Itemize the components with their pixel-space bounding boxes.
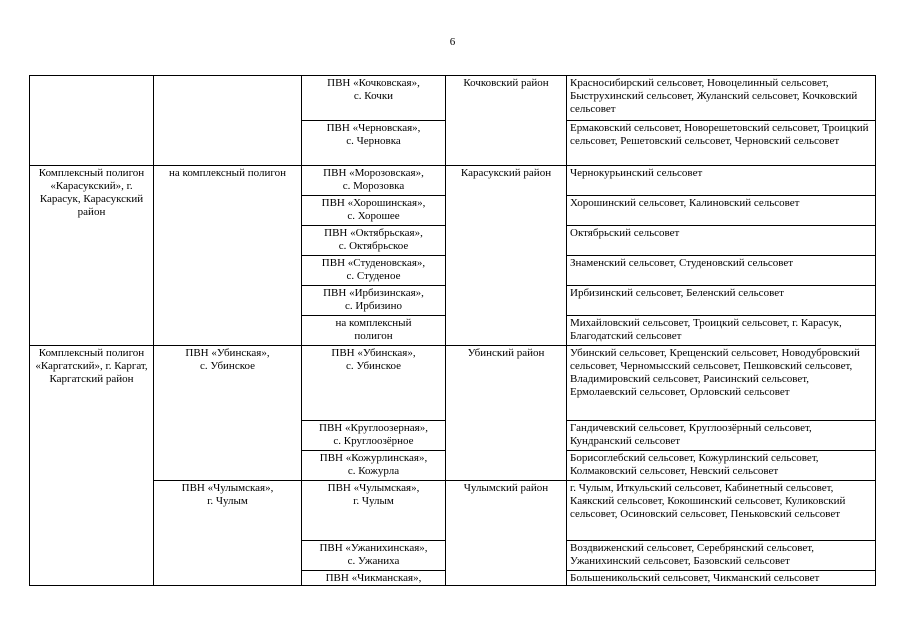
collection-point-cell: ПВН «Кожурлинская», с. Кожурла <box>302 451 446 481</box>
collection-point-cell: ПВН «Чикманская», <box>302 571 446 586</box>
district-cell: Убинский район <box>446 346 567 481</box>
collection-point-cell: ПВН «Ирбизинская», с. Ирбизино <box>302 286 446 316</box>
polygon-cell: Комплексный полигон «Карасукский», г. Карасук, Карасукский район <box>30 166 154 346</box>
table-row <box>30 346 876 421</box>
transfer-cell <box>154 76 302 166</box>
councils-cell: г. Чулым, Иткульский сельсовет, Кабинетный сельсовет, Каякский сельсовет, Кокошинский сельсовет, Куликовский сельсовет, Осиновский сельсовет, Пеньковский сельсовет <box>567 481 876 541</box>
councils-cell: Чернокурьинский сельсовет <box>567 166 876 196</box>
district-cell: Карасукский район <box>446 166 567 346</box>
table-row <box>30 481 876 541</box>
councils-cell: Убинский сельсовет, Крещенский сельсовет, Новодубровский сельсовет, Черномысский сельсовет, Пешковский сельсовет, Владимировский сельсовет, Раисинский сельсовет, Ермолаевский сельсовет, Орловский сельсовет <box>567 346 876 421</box>
councils-cell: Ермаковский сельсовет, Новорешетовский сельсовет, Троицкий сельсовет, Решетовский сельсовет, Черновский сельсовет <box>567 121 876 166</box>
councils-cell: Красносибирский сельсовет, Новоцелинный сельсовет, Быструхинский сельсовет, Жуланский сельсовет, Кочковский сельсовет <box>567 76 876 121</box>
transfer-cell: ПВН «Чулымская», г. Чулым <box>154 481 302 586</box>
collection-point-cell: ПВН «Октябрьская», с. Октябрьское <box>302 226 446 256</box>
collection-point-cell: ПВН «Морозовская», с. Морозовка <box>302 166 446 196</box>
collection-point-cell: ПВН «Студеновская», с. Студеное <box>302 256 446 286</box>
collection-point-cell: ПВН «Чулымская», г. Чулым <box>302 481 446 541</box>
waste-sites-table <box>29 75 876 586</box>
collection-point-cell: ПВН «Черновская», с. Черновка <box>302 121 446 166</box>
transfer-cell: ПВН «Убинская», с. Убинское <box>154 346 302 481</box>
councils-cell: Ирбизинский сельсовет, Беленский сельсовет <box>567 286 876 316</box>
councils-cell: Борисоглебский сельсовет, Кожурлинский сельсовет, Колмаковский сельсовет, Невский сельсовет <box>567 451 876 481</box>
page-number: 6 <box>449 36 456 48</box>
district-cell: Чулымский район <box>446 481 567 586</box>
collection-point-cell: ПВН «Ужанихинская», с. Ужаниха <box>302 541 446 571</box>
collection-point-cell: ПВН «Кочковская», с. Кочки <box>302 76 446 121</box>
table-row <box>30 166 876 196</box>
collection-point-cell: на комплексный полигон <box>302 316 446 346</box>
collection-point-cell: ПВН «Круглоозерная», с. Круглоозёрное <box>302 421 446 451</box>
transfer-cell: на комплексный полигон <box>154 166 302 346</box>
polygon-cell: Комплексный полигон «Каргатский», г. Каргат, Каргатский район <box>30 346 154 586</box>
table-row <box>30 76 876 121</box>
councils-cell: Хорошинский сельсовет, Калиновский сельсовет <box>567 196 876 226</box>
district-cell: Кочковский район <box>446 76 567 166</box>
collection-point-cell: ПВН «Убинская», с. Убинское <box>302 346 446 421</box>
councils-cell: Воздвиженский сельсовет, Серебрянский сельсовет, Ужанихинский сельсовет, Базовский сельсовет <box>567 541 876 571</box>
polygon-cell <box>30 76 154 166</box>
councils-cell: Большеникольский сельсовет, Чикманский сельсовет <box>567 571 876 586</box>
councils-cell: Гандичевский сельсовет, Круглоозёрный сельсовет, Кундранский сельсовет <box>567 421 876 451</box>
collection-point-cell: ПВН «Хорошинская», с. Хорошее <box>302 196 446 226</box>
councils-cell: Октябрьский сельсовет <box>567 226 876 256</box>
councils-cell: Михайловский сельсовет, Троицкий сельсовет, г. Карасук, Благодатский сельсовет <box>567 316 876 346</box>
councils-cell: Знаменский сельсовет, Студеновский сельсовет <box>567 256 876 286</box>
